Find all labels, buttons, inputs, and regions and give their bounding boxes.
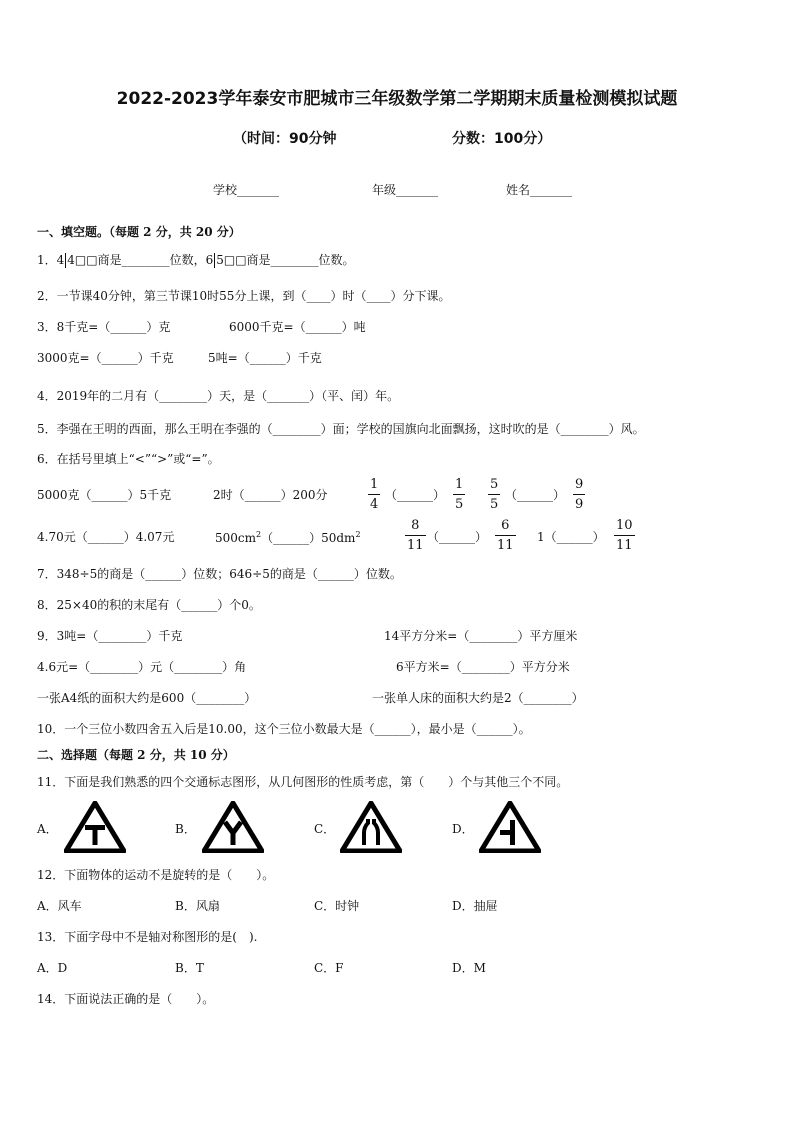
question-13: 13．下面字母中不是轴对称图形的是( ). (37, 930, 258, 944)
question-9e: 一张A4纸的面积大约是600（________） (37, 691, 257, 705)
question-9d: 6平方米=（________）平方分米 (396, 660, 570, 674)
q6-row1-a: 5000克（______）5千克 (37, 488, 172, 502)
fraction: 5 5 (490, 477, 499, 512)
question-4: 4．2019年的二月有（________）天，是（_______）（平、闰）年。 (37, 389, 400, 403)
q1-part-c: 5□□商是________位数。 (216, 253, 355, 267)
q12-option-d: D．抽屉 (452, 899, 498, 913)
q1-part-a: 1．4 (37, 253, 65, 267)
question-9a: 9．3吨=（________）千克 (37, 629, 183, 643)
q13-option-b: B．T (175, 961, 204, 975)
q1-part-b: 4□□商是________位数，6 (67, 253, 214, 267)
fraction: 1 5 (455, 477, 464, 512)
option-b-label: B． (175, 822, 196, 836)
section2-heading: 二、选择题（每题 2 分，共 10 分） (37, 748, 235, 762)
fraction: 6 11 (497, 518, 514, 553)
question-10: 10．一个三位小数四舍五入后是10.00，这个三位小数最大是（______），最小是（______）。 (37, 722, 531, 736)
school-field[interactable]: 学校_______ (213, 183, 280, 197)
question-9b: 14平方分米=（________）平方厘米 (384, 629, 578, 643)
q13-option-c: C．F (314, 961, 344, 975)
q6-row2-b: $500cm^2(\_\_\_\_\_\_)50dm^2$ (215, 530, 361, 545)
y-junction-sign-icon (202, 801, 264, 853)
question-3c: 3000克=（______）千克 (37, 351, 174, 365)
q6-row2-a: 4.70元（______）4.07元 (37, 530, 175, 544)
question-3b: 6000千克=（______）吨 (229, 320, 366, 334)
q12-option-b: B．风扇 (175, 899, 220, 913)
question-6: 6．在括号里填上“<”“>”或“=”。 (37, 452, 220, 466)
q13-option-a: A．D (37, 961, 68, 975)
name-field[interactable]: 姓名_______ (506, 183, 573, 197)
question-1 (37, 253, 355, 268)
q6-row1-b: 2时（______）200分 (213, 488, 328, 502)
question-9f: 一张单人床的面积大约是2（________） (372, 691, 584, 705)
fraction: 8 11 (407, 518, 424, 553)
question-12: 12．下面物体的运动不是旋转的是（ ）。 (37, 868, 275, 882)
question-7: 7．348÷5的商是（______）位数；646÷5的商是（______）位数。 (37, 567, 402, 581)
question-14: 14．下面说法正确的是（ ）。 (37, 992, 215, 1006)
exam-score: 分数：100分） (452, 131, 552, 147)
question-3d: 5吨=（______）千克 (208, 351, 322, 365)
q12-option-c: C．时钟 (314, 899, 360, 913)
exam-time: （时间：90分钟 (233, 131, 337, 147)
q12-option-a: A．风车 (37, 899, 82, 913)
q6-row1-blank1: （______） (385, 488, 446, 502)
option-d-label: D． (452, 822, 474, 836)
option-a-label: A． (37, 822, 58, 836)
fraction: 9 9 (575, 477, 584, 512)
question-8: 8．25×40的积的末尾有（______）个0。 (37, 598, 261, 612)
page-title: 2022-2023学年泰安市肥城市三年级数学第二学期期末质量检测模拟试题 (116, 89, 678, 109)
road-narrows-sign-icon (340, 801, 402, 853)
question-11: 11．下面是我们熟悉的四个交通标志图形，从几何图形的性质考虑，第（ ）个与其他三个不同。 (37, 775, 569, 789)
question-9c: 4.6元=（________）元（________）角 (37, 660, 247, 674)
option-c-label: C． (314, 822, 336, 836)
q6-row2-c: 1（______） (537, 530, 605, 544)
side-road-sign-icon (479, 801, 541, 853)
q13-option-d: D．M (452, 961, 486, 975)
q6-row2-blank1: （______） (427, 530, 488, 544)
question-3a: 3．8千克=（______）克 (37, 320, 171, 334)
question-5: 5．李强在王明的西面，那么王明在李强的（________）面；学校的国旗向北面飘扬，这时吹的是（________）风。 (37, 422, 645, 436)
question-2: 2．一节课40分钟，第三节课10时55分上课，到（____）时（____）分下课。 (37, 289, 451, 303)
t-junction-sign-icon (64, 801, 126, 853)
grade-field[interactable]: 年级_______ (372, 183, 439, 197)
q6-row1-blank2: （______） (505, 488, 566, 502)
fraction: 10 11 (616, 518, 633, 553)
section1-heading: 一、填空题。（每题 2 分，共 20 分） (37, 225, 241, 239)
fraction: 1 4 (370, 477, 379, 512)
